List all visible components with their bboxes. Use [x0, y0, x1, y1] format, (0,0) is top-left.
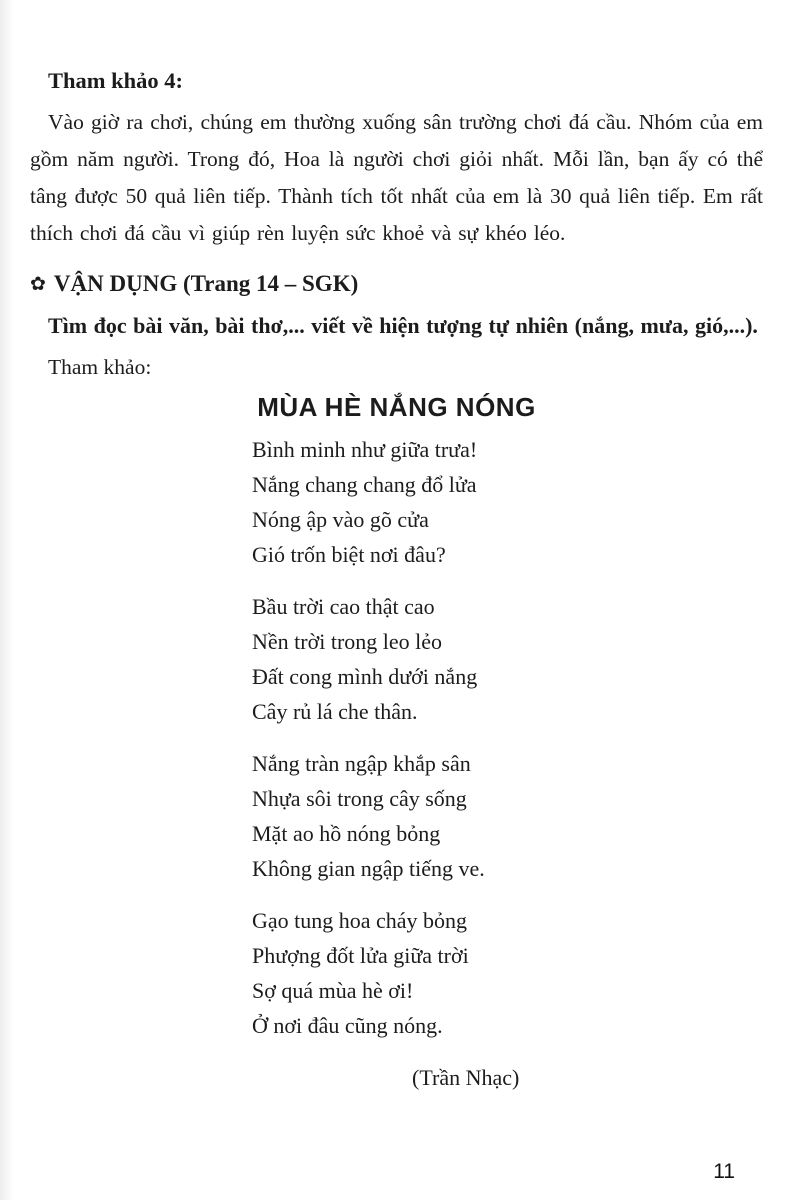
poem-line: Không gian ngập tiếng ve. — [252, 856, 485, 881]
poem-line: Bầu trời cao thật cao — [252, 594, 435, 619]
reference4-paragraph: Vào giờ ra chơi, chúng em thường xuống sân trường chơi đá cầu. Nhóm của em gồm năm người. Trong đó, Hoa là người chơi giỏi nhất. Mỗi lần, bạn ấy có thể tâng được 50 quả liên tiếp. Thành tích tốt nhất của em là 30 quả liên tiếp. Em rất thích chơi đá cầu vì giúp rèn luyện sức khoẻ và sự khéo léo. — [30, 110, 763, 245]
poem-line: Phượng đốt lửa giữa trời — [252, 943, 469, 968]
poem-stanza — [252, 903, 763, 1043]
reference4-heading: Tham khảo 4: — [48, 68, 184, 93]
poem-line: Đất cong mình dưới nắng — [252, 664, 478, 689]
task-prompt: Tìm đọc bài văn, bài thơ,... viết về hiện tượng tự nhiên (nắng, mưa, gió,...). — [48, 313, 758, 338]
poem-line: Nắng chang chang đổ lửa — [252, 472, 477, 497]
poem-title: MÙA HÈ NẮNG NÓNG — [257, 392, 536, 422]
poem-stanza — [252, 589, 763, 729]
poem-line: Gạo tung hoa cháy bỏng — [252, 908, 468, 933]
section-heading-van-dung — [30, 268, 763, 301]
poem-line: Nắng tràn ngập khắp sân — [252, 751, 471, 776]
poem — [30, 432, 763, 1095]
poem-line: Cây rủ lá che thân. — [252, 699, 418, 724]
reference-label: Tham khảo: — [48, 355, 152, 379]
poem-line: Nhựa sôi trong cây sống — [252, 786, 467, 811]
poem-author: (Trần Nhạc) — [412, 1065, 520, 1090]
poem-line: Nền trời trong leo lẻo — [252, 629, 443, 654]
section-heading-label: VẬN DỤNG (Trang 14 – SGK) — [53, 271, 359, 296]
florette-icon: ✿ — [30, 273, 46, 295]
poem-line: Gió trốn biệt nơi đâu? — [252, 542, 446, 567]
page-number: 11 — [713, 1160, 735, 1183]
poem-line: Bình minh như giữa trưa! — [252, 437, 478, 462]
poem-line: Mặt ao hồ nóng bỏng — [252, 821, 441, 846]
poem-line: Sợ quá mùa hè ơi! — [252, 978, 414, 1003]
poem-line: Ở nơi đâu cũng nóng. — [252, 1013, 443, 1038]
poem-stanza — [252, 746, 763, 886]
poem-line: Nóng ập vào gõ cửa — [252, 507, 429, 532]
poem-stanza — [252, 432, 763, 572]
